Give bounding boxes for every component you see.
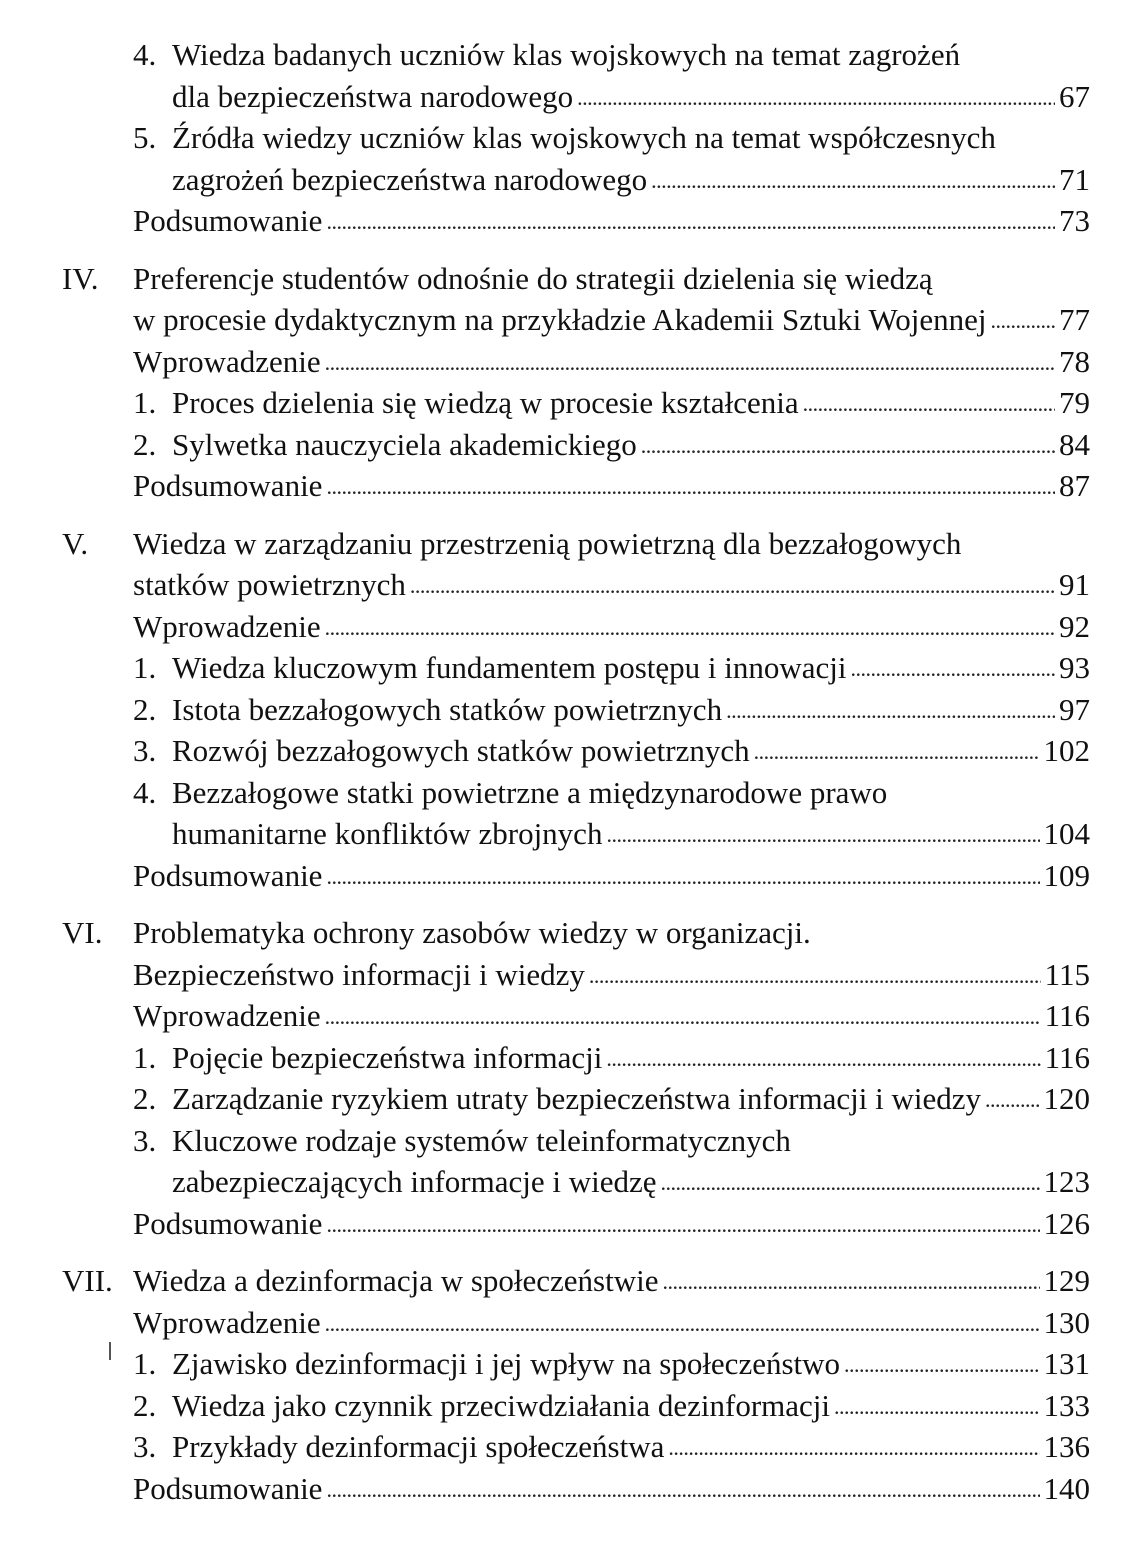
entry-title: Sylwetka nauczyciela akademickiego (172, 426, 637, 462)
entry-title: zabezpieczających informacje i wiedzę (172, 1164, 657, 1199)
dot-leader (325, 1303, 1040, 1345)
chapter-numeral: IV. (62, 260, 99, 296)
dot-leader (326, 466, 1055, 508)
toc-chapter-entry[interactable] (0, 1260, 1128, 1302)
page-number: 97 (1059, 691, 1090, 727)
chapter-numeral: VI. (62, 915, 103, 950)
page-number: 115 (1044, 956, 1090, 992)
page-number: 84 (1059, 426, 1090, 462)
section-number: 4. (133, 37, 157, 72)
entry-title: Przykłady dezinformacji społeczeństwa (172, 1429, 665, 1464)
entry-title: Wiedza a dezinformacja w społeczeństwie (133, 1263, 659, 1298)
toc-section-entry[interactable] (0, 382, 1128, 424)
dot-leader (325, 996, 1041, 1038)
entry-title: Istota bezzałogowych statków powietrznych (172, 691, 723, 727)
entry-title-line: Wiedza w zarządzaniu przestrzenią powietrzną dla bezzałogowych (133, 525, 962, 561)
entry-title: Rozwój bezzałogowych statków powietrznych (172, 733, 750, 768)
section-number: 1. (133, 650, 157, 685)
entry-title: Podsumowanie (133, 1205, 323, 1241)
page-number: 93 (1059, 650, 1090, 685)
entry-title: Podsumowanie (133, 1470, 323, 1506)
toc-section-entry[interactable] (0, 1037, 1128, 1079)
entry-title: Pojęcie bezpieczeństwa informacji (172, 1039, 603, 1075)
entry-title: Wprowadzenie (133, 343, 321, 379)
toc-section-entry[interactable] (0, 1385, 1128, 1427)
page-number: 79 (1059, 385, 1090, 420)
toc-chapter-entry[interactable] (0, 523, 1128, 606)
section-number: 1. (133, 1346, 157, 1381)
page-number: 130 (1043, 1304, 1090, 1340)
toc-chapter-entry[interactable] (0, 258, 1128, 341)
page-number: 131 (1043, 1346, 1090, 1381)
section-number: 3. (133, 1122, 157, 1158)
dot-leader (803, 383, 1055, 425)
toc-section-entry[interactable] (0, 1120, 1128, 1203)
dot-leader (668, 1427, 1039, 1469)
toc-section-entry[interactable] (0, 1343, 1128, 1385)
chapter-numeral: V. (62, 525, 89, 561)
scan-speck (109, 1342, 111, 1360)
dot-leader (990, 300, 1055, 342)
entry-title: Podsumowanie (133, 203, 323, 238)
entry-title-line: Źródła wiedzy uczniów klas wojskowych na temat współczesnych (172, 120, 996, 155)
entry-title: Podsumowanie (133, 857, 323, 893)
section-number: 1. (133, 1039, 157, 1075)
section-number: 4. (133, 774, 157, 810)
entry-title: zagrożeń bezpieczeństwa narodowego (172, 161, 648, 197)
dot-leader (326, 856, 1039, 898)
dot-leader (589, 955, 1041, 997)
dot-leader (410, 565, 1055, 607)
dot-leader (726, 690, 1055, 732)
toc-entry[interactable] (0, 1203, 1128, 1245)
toc-section-entry[interactable] (0, 689, 1128, 731)
dot-leader (663, 1261, 1040, 1303)
entry-title: Zarządzanie ryzykiem utraty bezpieczeństwa informacji i wiedzy (172, 1081, 982, 1116)
entry-title: Wprowadzenie (133, 1304, 321, 1340)
page-number: 133 (1043, 1387, 1090, 1423)
dot-leader (606, 1038, 1040, 1080)
section-number: 1. (133, 385, 157, 420)
dot-leader (326, 201, 1055, 243)
entry-title: statków powietrznych (133, 567, 406, 602)
entry-title: Wiedza kluczowym fundamentem postępu i innowacji (172, 650, 847, 685)
page-number: 116 (1044, 998, 1090, 1033)
entry-title: Proces dzielenia się wiedzą w procesie kształcenia (172, 385, 799, 420)
section-number: 3. (133, 1429, 157, 1464)
toc-section-entry[interactable] (0, 34, 1128, 117)
dot-leader (325, 342, 1055, 384)
page-number: 120 (1043, 1081, 1090, 1116)
entry-title: w procesie dydaktycznym na przykładzie Akademii Sztuki Wojennej (133, 302, 987, 337)
entry-title: Wprowadzenie (133, 998, 321, 1033)
toc-section-entry[interactable] (0, 1078, 1128, 1120)
page-number: 116 (1044, 1039, 1090, 1075)
toc-entry[interactable] (0, 995, 1128, 1037)
page-number: 67 (1059, 78, 1090, 114)
section-number: 5. (133, 120, 157, 155)
section-number: 2. (133, 691, 157, 727)
section-number: 2. (133, 1081, 157, 1116)
dot-leader (834, 1386, 1039, 1428)
entry-title: Bezpieczeństwo informacji i wiedzy (133, 956, 585, 992)
dot-leader (641, 425, 1055, 467)
dot-leader (844, 1344, 1039, 1386)
toc-chapter-entry[interactable] (0, 912, 1128, 995)
toc-entry[interactable] (0, 606, 1128, 648)
page-number: 136 (1043, 1429, 1090, 1464)
toc-entry[interactable] (0, 200, 1128, 242)
entry-title-line: Kluczowe rodzaje systemów teleinformatycznych (172, 1122, 791, 1158)
toc-entry[interactable] (0, 1468, 1128, 1510)
dot-leader (851, 648, 1055, 690)
page-number: 87 (1059, 468, 1090, 503)
dot-leader (754, 731, 1040, 773)
page-number: 91 (1059, 567, 1090, 602)
dot-leader (326, 1469, 1039, 1511)
entry-title-line: Preferencje studentów odnośnie do strategii dzielenia się wiedzą (133, 260, 933, 296)
page-number: 77 (1059, 302, 1090, 337)
section-number: 2. (133, 1387, 157, 1423)
entry-title: dla bezpieczeństwa narodowego (172, 78, 574, 114)
dot-leader (577, 77, 1055, 119)
section-number: 3. (133, 733, 157, 768)
page-number: 92 (1059, 608, 1090, 644)
toc-entry[interactable] (0, 855, 1128, 897)
entry-title-line: Wiedza badanych uczniów klas wojskowych na temat zagrożeń (172, 37, 961, 72)
toc-section-entry[interactable] (0, 730, 1128, 772)
page-number: 126 (1043, 1205, 1090, 1241)
toc-section-entry[interactable] (0, 424, 1128, 466)
entry-title: Wiedza jako czynnik przeciwdziałania dezinformacji (172, 1387, 831, 1423)
page-number: 104 (1043, 816, 1090, 851)
toc-section-entry[interactable] (0, 117, 1128, 200)
page-number: 140 (1043, 1470, 1090, 1506)
toc-section-entry[interactable] (0, 1426, 1128, 1468)
toc-entry[interactable] (0, 465, 1128, 507)
page-number: 129 (1043, 1263, 1090, 1298)
toc-entry[interactable] (0, 1302, 1128, 1344)
dot-leader (325, 607, 1055, 649)
page-number: 73 (1059, 203, 1090, 238)
toc-entry[interactable] (0, 341, 1128, 383)
dot-leader (326, 1204, 1039, 1246)
entry-title-line: Problematyka ochrony zasobów wiedzy w organizacji. (133, 915, 811, 950)
page-number: 78 (1059, 343, 1090, 379)
section-number: 2. (133, 426, 157, 462)
page-number: 123 (1043, 1164, 1090, 1199)
entry-title: Wprowadzenie (133, 608, 321, 644)
dot-leader (985, 1079, 1039, 1121)
page-number: 71 (1059, 161, 1090, 197)
page-number: 109 (1043, 857, 1090, 893)
page-number: 102 (1043, 733, 1090, 768)
dot-leader (651, 160, 1055, 202)
dot-leader (660, 1162, 1039, 1204)
dot-leader (606, 814, 1039, 856)
entry-title: Zjawisko dezinformacji i jej wpływ na społeczeństwo (172, 1346, 841, 1381)
entry-title: Podsumowanie (133, 468, 323, 503)
entry-title-line: Bezzałogowe statki powietrzne a międzynarodowe prawo (172, 774, 888, 810)
toc-section-entry[interactable] (0, 647, 1128, 689)
toc-section-entry[interactable] (0, 772, 1128, 855)
entry-title: humanitarne konfliktów zbrojnych (172, 816, 603, 851)
chapter-numeral: VII. (62, 1263, 113, 1298)
